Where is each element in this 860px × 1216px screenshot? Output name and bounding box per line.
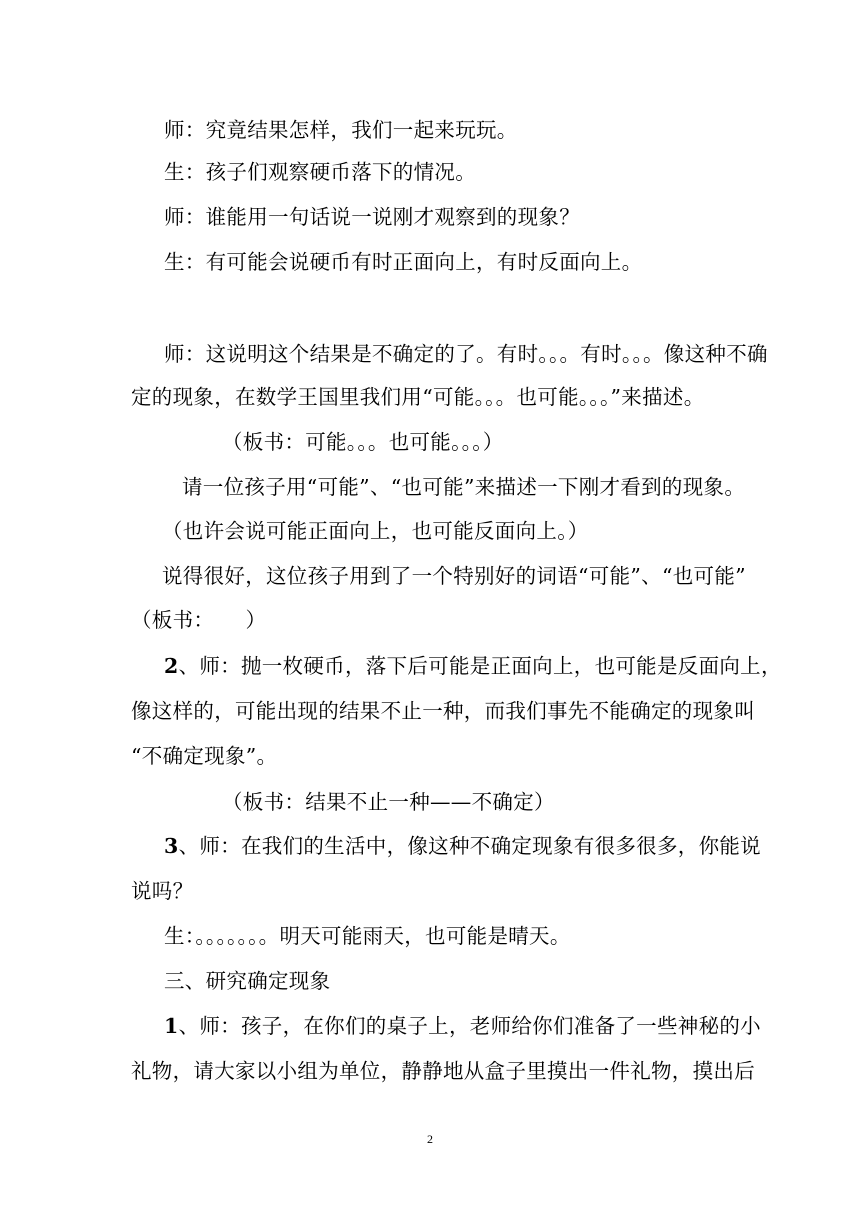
text-line: 礼物，请大家以小组为单位，静静地从盒子里摸出一件礼物，摸出后: [131, 1059, 755, 1083]
board-note: （板书：可能。。。也可能。。。）: [222, 430, 504, 454]
text-line: 师：究竟结果怎样，我们一起来玩玩。: [164, 118, 518, 142]
item-number: 2: [164, 654, 179, 678]
item-number: 1: [164, 1014, 179, 1038]
section-heading: 三、研究确定现象: [164, 969, 331, 993]
numbered-paragraph: 3、师：在我们的生活中，像这种不确定现象有很多很多，你能说: [164, 834, 761, 858]
text-line: 生：孩子们观察硬币落下的情况。: [164, 160, 476, 184]
board-note: （板书：结果不止一种——不确定）: [222, 790, 555, 814]
item-number: 3: [164, 834, 179, 858]
text-line: 生：有可能会说硬币有时正面向上，有时反面向上。: [164, 250, 643, 274]
text-line: 说得很好，这位孩子用到了一个特别好的词语“可能”、“也可能”: [162, 564, 746, 588]
text-line: 像这样的，可能出现的结果不止一种，而我们事先不能确定的现象叫: [131, 699, 755, 723]
board-note: （板书： ）: [131, 608, 267, 632]
numbered-paragraph: 2、师：抛一枚硬币，落下后可能是正面向上，也可能是反面向上，: [164, 654, 782, 678]
numbered-paragraph: 1、师：孩子，在你们的桌子上，老师给你们准备了一些神秘的小: [164, 1014, 761, 1038]
text-line: 师：谁能用一句话说一说刚才观察到的现象？: [164, 205, 580, 229]
page-number: 2: [427, 1132, 433, 1146]
text-line: “不确定现象”。: [131, 744, 278, 768]
text-line: 师：这说明这个结果是不确定的了。有时。。。有时。。。像这种不确: [164, 342, 768, 366]
text-line: 说吗？: [131, 879, 194, 903]
text-line: 生：。。。。。。。明天可能雨天，也可能是晴天。: [164, 924, 571, 948]
text-line: 定的现象，在数学王国里我们用“可能。。。也可能。。。”来描述。: [131, 385, 705, 409]
text-line: （也许会说可能正面向上，也可能反面向上。）: [162, 519, 589, 543]
text-line: 请一位孩子用“可能”、“也可能”来描述一下刚才看到的现象。: [182, 475, 746, 499]
